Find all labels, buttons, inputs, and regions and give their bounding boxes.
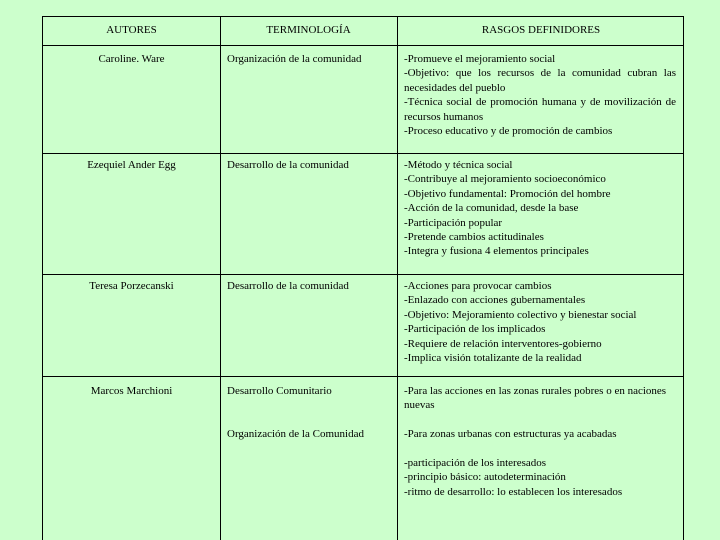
rasgo-item: -Enlazado con acciones gubernamentales: [404, 294, 586, 307]
rasgo-item: -Promueve el mejoramiento social: [404, 53, 556, 65]
column-divider: [220, 17, 221, 540]
rasgo-item: -Técnica social de promoción humana y de movilización de recursos humanos: [404, 96, 676, 123]
autor-cell: Ezequiel Ander Egg: [87, 159, 176, 171]
rasgo-item: -Contribuye al mejoramiento socioeconómico: [404, 173, 606, 186]
rasgo-item: -Método y técnica social: [404, 159, 513, 171]
header-rasgos: RASGOS DEFINIDORES: [481, 24, 601, 36]
autor-cell: Marcos Marchioni: [90, 385, 173, 397]
header-terminologia: TERMINOLOGÍA: [266, 24, 351, 36]
rasgo-item: -participación de los interesados: [404, 457, 547, 469]
terminologia-cell: Organización de la Comunidad: [227, 428, 364, 440]
rasgo-item: -Requiere de relación interventores-gobierno: [404, 337, 602, 350]
terminologia-cell: Organización de la comunidad: [227, 53, 362, 65]
autor-cell: Caroline. Ware: [98, 53, 165, 65]
column-divider: [397, 17, 398, 540]
rasgo-item: -Acciones para provocar cambios: [404, 280, 552, 292]
comparison-table: [42, 16, 684, 540]
rasgo-item: -Implica visión totalizante de la realidad: [404, 352, 582, 365]
rasgo-item: -Pretende cambios actitudinales: [404, 231, 544, 244]
row-divider: [43, 153, 683, 154]
terminologia-cell: Desarrollo de la comunidad: [227, 159, 349, 171]
rasgo-item: -principio básico: autodeterminación: [404, 471, 566, 484]
rasgo-item: -Para zonas urbanas con estructuras ya acabadas: [404, 428, 617, 440]
rasgos-cell: [404, 456, 676, 499]
rasgo-item: -Objetivo: Mejoramiento colectivo y bienestar social: [404, 308, 637, 321]
row-divider: [43, 274, 683, 275]
rasgo-item: -Para las acciones en las zonas rurales pobres o en naciones nuevas: [404, 385, 667, 412]
row-divider: [43, 45, 683, 46]
rasgo-item: -Objetivo fundamental: Promoción del hombre: [404, 187, 611, 200]
terminologia-cell: Desarrollo de la comunidad: [227, 280, 349, 292]
rasgo-item: -Proceso educativo y de promoción de cambios: [404, 125, 613, 138]
rasgos-cell: [404, 52, 676, 138]
rasgo-item: -ritmo de desarrollo: lo establecen los interesados: [404, 485, 623, 498]
rasgos-cell: [404, 279, 679, 365]
rasgos-cell: [404, 427, 676, 441]
rasgo-item: -Acción de la comunidad, desde la base: [404, 202, 579, 215]
row-divider: [43, 376, 683, 377]
rasgo-item: -Objetivo: que los recursos de la comunidad cubran las necesidades del pueblo: [404, 67, 676, 94]
terminologia-cell: Desarrollo Comunitario: [227, 385, 332, 397]
rasgo-item: -Participación de los implicados: [404, 323, 546, 336]
rasgos-cell: [404, 384, 676, 413]
rasgo-item: -Integra y fusiona 4 elementos principales: [404, 245, 589, 258]
rasgo-item: -Participación popular: [404, 216, 503, 229]
autor-cell: Teresa Porzecanski: [89, 280, 174, 292]
rasgos-cell: [404, 158, 676, 259]
header-autores: AUTORES: [106, 24, 157, 36]
